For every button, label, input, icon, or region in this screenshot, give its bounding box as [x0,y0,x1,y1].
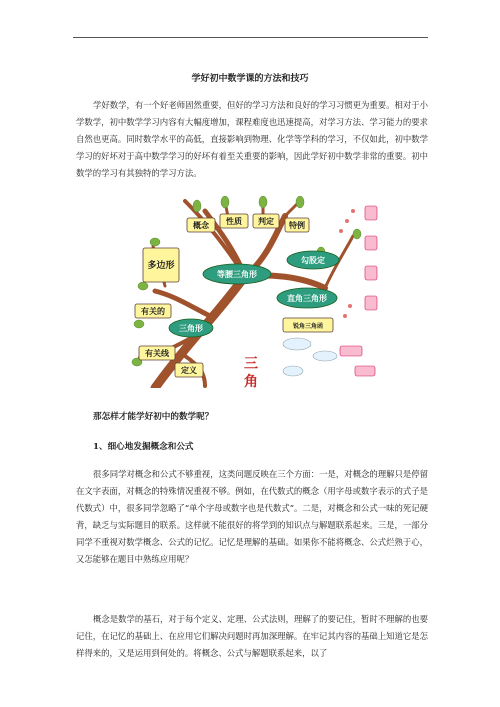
node-dingyi: 定义 [181,366,197,375]
big-char-san: 三 [244,356,258,372]
node-panding: 判定 [258,217,274,226]
section-1-paragraph: 很多同学对概念和公式不够重视，这类问题反映在三个方面：一是，对概念的理解只是停留在文字表面，对概念的特殊情况重视不够。例如，在代数式的概念（用字母或数字表示的式子是代数式）中，很多同学忽略了“单个字母或数字也是代数式”。二是，对概念和公式一味的死记硬背，缺乏与实际题目的联系。这样就不能很好的将学到的知识点与解题联系起来。三是，一部分同学不重视对数学概念、公式的记忆。记忆是理解的基础。如果你不能将概念、公式烂熟于心，又怎能够在题目中熟练应用呢？ [76,469,428,564]
node-ruijiao: 锐角三角函 [292,323,324,330]
intro-paragraph: 学好数学，有一个好老师固然重要，但好的学习方法和良好的学习习惯更为重要。相对于小学数学，初中数学学习内容有大幅度增加，课程难度也迅速提高，对学习方法、学习能力的要求自然也更高。同时数学水平的高低，直接影响到物理、化学等学科的学习，不仅如此，初中数学学习的好坏对于高中数学学习的好坏有着至关重要的影响，因此学好初中数学非常的重要。初中数学的学习有其独特的学习方法。 [76,100,428,178]
node-teli: 特例 [289,221,305,230]
node-sanjiaoxing: 三角形 [179,324,203,333]
node-dengyao: 等腰三角形 [217,270,257,279]
mind-map-figure [125,196,378,388]
document-title: 学好初中数学课的方法和技巧 [191,74,309,84]
node-youguanxian: 有关线 [145,349,169,358]
node-gougu: 勾股定 [301,256,325,265]
node-gainian: 概念 [193,221,209,230]
node-youguande: 有关的 [141,307,165,316]
node-xingzhi: 性质 [226,217,242,226]
header-rule [73,37,428,38]
question-heading: 那怎样才能学好初中的数学呢？ [93,412,214,422]
section-1-heading: 1、细心地发掘概念和公式 [93,442,194,452]
section-1-paragraph-2: 概念是数学的基石，对于每个定义、定理、公式法则，理解了的要记住，暂时不理解的也要记住，在记忆的基础上、在应用它们解决问题时再加深理解。在牢记其内容的基础上知道它是怎样得来的，又是运用到何处的。将概念、公式与解题联系起来，以了 [76,614,428,658]
node-zhijiao: 直角三角形 [287,294,327,303]
big-char-jiao: 角 [244,374,258,388]
node-duobianxing: 多边形 [147,261,175,271]
